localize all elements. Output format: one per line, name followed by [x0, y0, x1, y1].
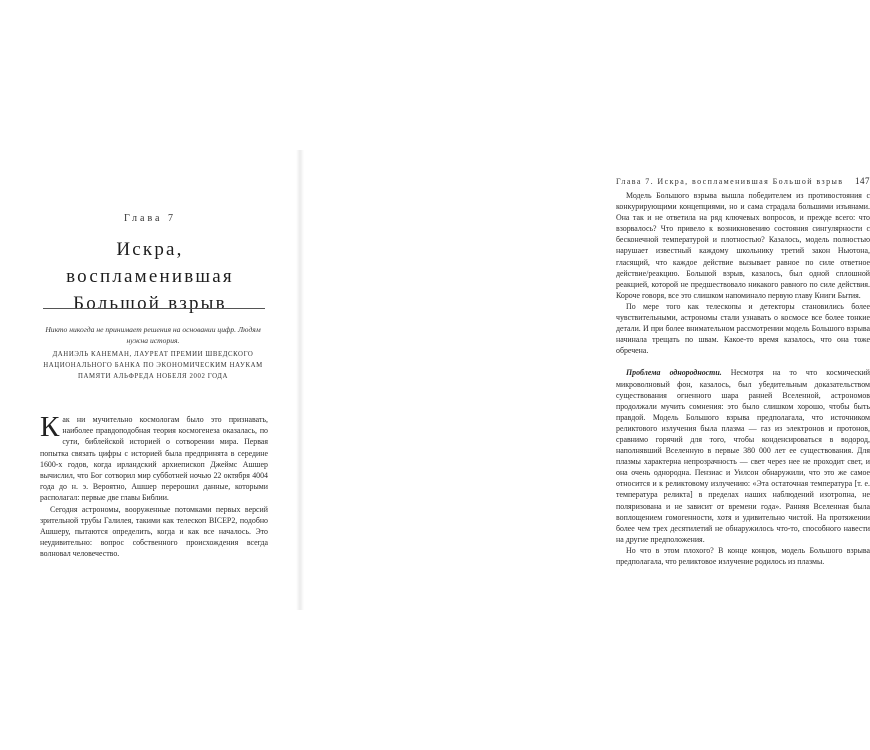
- section-runin-heading: Проблема однородности.: [626, 368, 722, 378]
- chapter-title: [30, 236, 270, 317]
- right-paragraph-4: Но что в этом плохого? В конце концов, модель Большого взрыва предполагала, что реликтовое излучение родилось из плазмы.: [616, 545, 870, 566]
- left-page: [0, 0, 300, 750]
- right-paragraph-2: По мере того как телескопы и детекторы становились более чувствительными, астрономы стали узнавать о космосе все более тонкие детали. И при более внимательном рассмотрении модель Большого взрыва начинала трещать по швам. Какое-то время казалось, что она тоже обречена.: [616, 301, 870, 356]
- epigraph: [40, 324, 266, 382]
- left-paragraph-1-text: ак ни мучительно космологам было это признавать, наиболее правдоподобная теория космогенеза оказалась, по сути, библейской историей о сотворении мира. Первая попытка связать цифры с историей была предпринята в середине 1600-х годов, когда ирландский архиепископ Джеймс Ашшер вычислил, что Бог сотворил мир субботней ночью 22 октября 4004 года до н. э. Вероятно, Ашшер перерошил данные, которыми располагал: первые две главы Библии.: [40, 415, 268, 503]
- page-number: 147: [855, 176, 870, 186]
- right-body-text: [616, 190, 870, 567]
- drop-cap: К: [40, 411, 60, 443]
- title-divider: [43, 308, 265, 309]
- chapter-label: Глава 7: [124, 213, 176, 224]
- right-paragraph-3-text: Несмотря на то что космический микроволновый фон, казалось, был убедительным доказательством существования огненного шара ранней Вселенной, астрономов продолжали мучить сомнения: это было слишком хорошо, чтобы быть правдой. Модель Большого взрыва предполагала, что источником реликтового излучения была плазма — газ из электронов и протонов, сравнимо горячий для того, чтобы конденсироваться в водород, наполнявший Вселенную в первые 380 000 лет ее существования. Для плазмы характерна непрозрачность — свет через нее не проходит свет, и она очень однородна. Пензиас и Уилсон обнаружили, что это же самое относится и к реликтовому излучению: «Эта остаточная температура [т. е. температура реликта] в пределах наших наблюдений изотропна, не поляризована и не зависит от времени года». Ранняя Вселенная была воплощением гомогенности, хотя и удивительно чистой. На протяжении более чем трех десятилетий не обнаружилось что-то, способного навести на другие предположения.: [616, 368, 870, 544]
- right-paragraph-3: [616, 367, 870, 545]
- chapter-title-line-1: Искра, воспламенившая: [66, 239, 234, 287]
- right-paragraph-1: Модель Большого взрыва вышла победителем из противостояния с конкурирующими концепциями, но и сама страдала большими изъянами. Она так и не ответила на ряд ключевых вопросов, и прежде всего: что взорвалось? Что привело к возникновению состояния сингулярности с бесконечной температурой и плотностью? Казалось, модель полностью нарушает известный каждому школьнику третий закон Ньютона, гласящий, что каждое действие вызывает равное по силе ответное действие/реакцию. Большой взрыв, казалось, был одной сплошной реакцией, которой не предшествовало никакого равного по силе действия. Короче говоря, все это слишком напоминало первую главу Книги Бытия.: [616, 191, 870, 300]
- running-head-title: Глава 7. Искра, воспламенившая Большой взрыв: [616, 177, 844, 186]
- left-paragraph-1: [40, 411, 268, 504]
- running-head: [616, 176, 870, 186]
- right-page: [300, 0, 870, 750]
- left-paragraph-2: Сегодня астрономы, вооруженные потомками первых версий зрительной трубы Галилея, такими как телескоп BICEP2, подобно Ашшеру, пытаются определить, когда и как все началось. Это неудивительно: вопрос собственного происхождения всегда волновал человечество.: [40, 504, 268, 559]
- epigraph-quote: Никто никогда не принимает решения на основании цифр. Людям нужна история.: [45, 325, 261, 345]
- chapter-title-line-2: Большой взрыв: [73, 293, 227, 314]
- left-body-text: [40, 411, 268, 560]
- epigraph-attribution: ДАНИЭЛЬ КАНЕМАН, ЛАУРЕАТ ПРЕМИИ ШВЕДСКОГО НАЦИОНАЛЬНОГО БАНКА ПО ЭКОНОМИЧЕСКИМ НАУКАМ ПАМЯТИ АЛЬФРЕДА НОБЕЛЯ 2002 ГОДА: [43, 351, 263, 380]
